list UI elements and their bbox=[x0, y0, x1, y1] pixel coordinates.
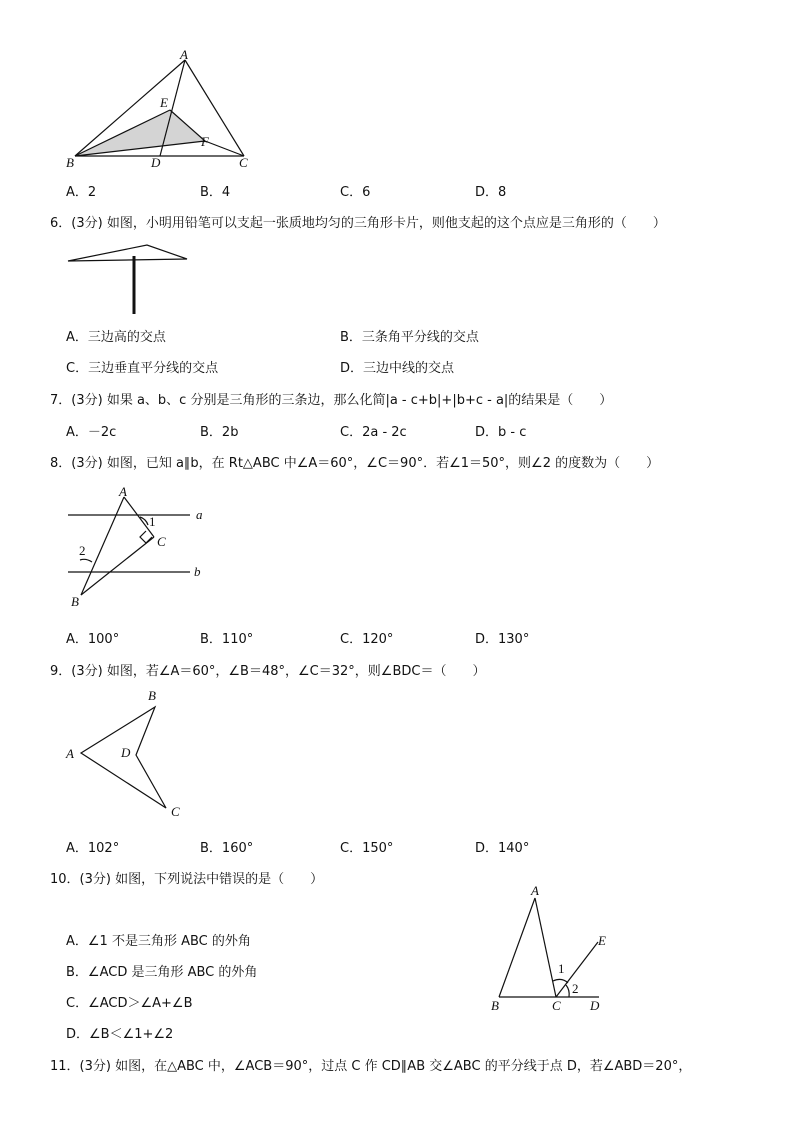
label-a-point: A bbox=[119, 484, 127, 499]
q7-stem: 7．(3分) 如果 a、b、c 分别是三角形的三条边，那么化简|a - c+b|+|b+c - a|的结果是（ ） bbox=[50, 393, 613, 408]
q10-option-b[interactable]: B．∠ACD 是三角形 ABC 的外角 bbox=[66, 965, 258, 980]
label-c-point: C bbox=[157, 534, 166, 549]
angle-2-arc bbox=[80, 559, 92, 562]
label-d: D bbox=[151, 155, 161, 170]
q7-option-c[interactable]: C．2a - 2c bbox=[340, 425, 407, 440]
label-b: B bbox=[66, 155, 74, 170]
q10-option-d[interactable]: D．∠B＜∠1+∠2 bbox=[66, 1027, 174, 1042]
q8-option-d[interactable]: D．130° bbox=[475, 632, 530, 647]
q6-figure bbox=[0, 240, 260, 320]
q7-option-b[interactable]: B．2b bbox=[200, 425, 239, 440]
label-angle-1: 1 bbox=[558, 961, 565, 976]
angle-2-arc bbox=[566, 985, 569, 997]
q9-figure bbox=[0, 680, 260, 820]
segment-ab bbox=[499, 898, 535, 997]
q7-option-a[interactable]: A．－2c bbox=[66, 425, 117, 440]
label-a: A bbox=[66, 746, 74, 761]
q11-stem: 11．(3分) 如图，在△ABC 中，∠ACB＝90°，过点 C 作 CD∥AB 交∠ABC 的平分线于点 D，若∠ABD＝20°， bbox=[50, 1059, 692, 1074]
angle-1-arc bbox=[553, 979, 568, 983]
q5-option-c[interactable]: C．6 bbox=[340, 185, 371, 200]
q6-stem: 6．(3分) 如图，小明用铅笔可以支起一张质地均匀的三角形卡片，则他支起的这个点应是三角形的（ ） bbox=[50, 216, 666, 231]
q9-stem: 9．(3分) 如图，若∠A＝60°，∠B＝48°，∠C＝32°，则∠BDC＝（ ） bbox=[50, 664, 486, 679]
q8-option-b[interactable]: B．110° bbox=[200, 632, 254, 647]
label-b: B bbox=[491, 998, 499, 1013]
label-a: A bbox=[180, 47, 188, 62]
label-a: A bbox=[531, 883, 539, 898]
label-d: D bbox=[121, 745, 131, 760]
q8-stem: 8．(3分) 如图，已知 a∥b，在 Rt△ABC 中∠A＝60°，∠C＝90°．若∠1＝50°，则∠2 的度数为（ ） bbox=[50, 456, 660, 471]
q5-figure bbox=[0, 0, 794, 180]
label-c: C bbox=[239, 155, 248, 170]
label-c: C bbox=[171, 804, 180, 819]
q8-figure bbox=[0, 480, 260, 620]
label-b-point: B bbox=[71, 594, 79, 609]
label-angle-2: 2 bbox=[79, 543, 86, 558]
label-b: B bbox=[148, 688, 156, 703]
q8-option-c[interactable]: C．120° bbox=[340, 632, 394, 647]
label-d: D bbox=[590, 998, 600, 1013]
q9-option-a[interactable]: A．102° bbox=[66, 841, 120, 856]
label-f: F bbox=[201, 134, 209, 149]
q10-option-a[interactable]: A．∠1 不是三角形 ABC 的外角 bbox=[66, 934, 251, 949]
q10-figure bbox=[0, 880, 794, 1020]
q10-stem: 10．(3分) 如图，下列说法中错误的是（ ） bbox=[50, 872, 324, 887]
q8-option-a[interactable]: A．100° bbox=[66, 632, 120, 647]
triangle-card bbox=[68, 245, 187, 261]
label-e: E bbox=[598, 933, 606, 948]
segment-ab bbox=[81, 497, 124, 595]
q5-option-a[interactable]: A．2 bbox=[66, 185, 97, 200]
segment-fc bbox=[205, 141, 244, 156]
label-angle-2: 2 bbox=[572, 981, 579, 996]
q6-option-a[interactable]: A．三边高的交点 bbox=[66, 330, 166, 345]
label-c: C bbox=[552, 998, 561, 1013]
label-line-b: b bbox=[194, 564, 201, 579]
label-e: E bbox=[160, 95, 168, 110]
label-angle-1: 1 bbox=[149, 514, 156, 529]
q9-option-b[interactable]: B．160° bbox=[200, 841, 254, 856]
label-line-a: a bbox=[196, 507, 203, 522]
q7-option-d[interactable]: D．b - c bbox=[475, 425, 527, 440]
segment-ac bbox=[535, 898, 556, 997]
q9-option-c[interactable]: C．150° bbox=[340, 841, 394, 856]
q5-option-d[interactable]: D．8 bbox=[475, 185, 507, 200]
q9-option-d[interactable]: D．140° bbox=[475, 841, 530, 856]
q5-option-b[interactable]: B．4 bbox=[200, 185, 231, 200]
q6-option-b[interactable]: B．三条角平分线的交点 bbox=[340, 330, 479, 345]
q10-option-c[interactable]: C．∠ACD＞∠A+∠B bbox=[66, 996, 193, 1011]
q6-option-c[interactable]: C．三边垂直平分线的交点 bbox=[66, 361, 219, 376]
q6-option-d[interactable]: D．三边中线的交点 bbox=[340, 361, 455, 376]
segment-cb bbox=[81, 537, 154, 595]
